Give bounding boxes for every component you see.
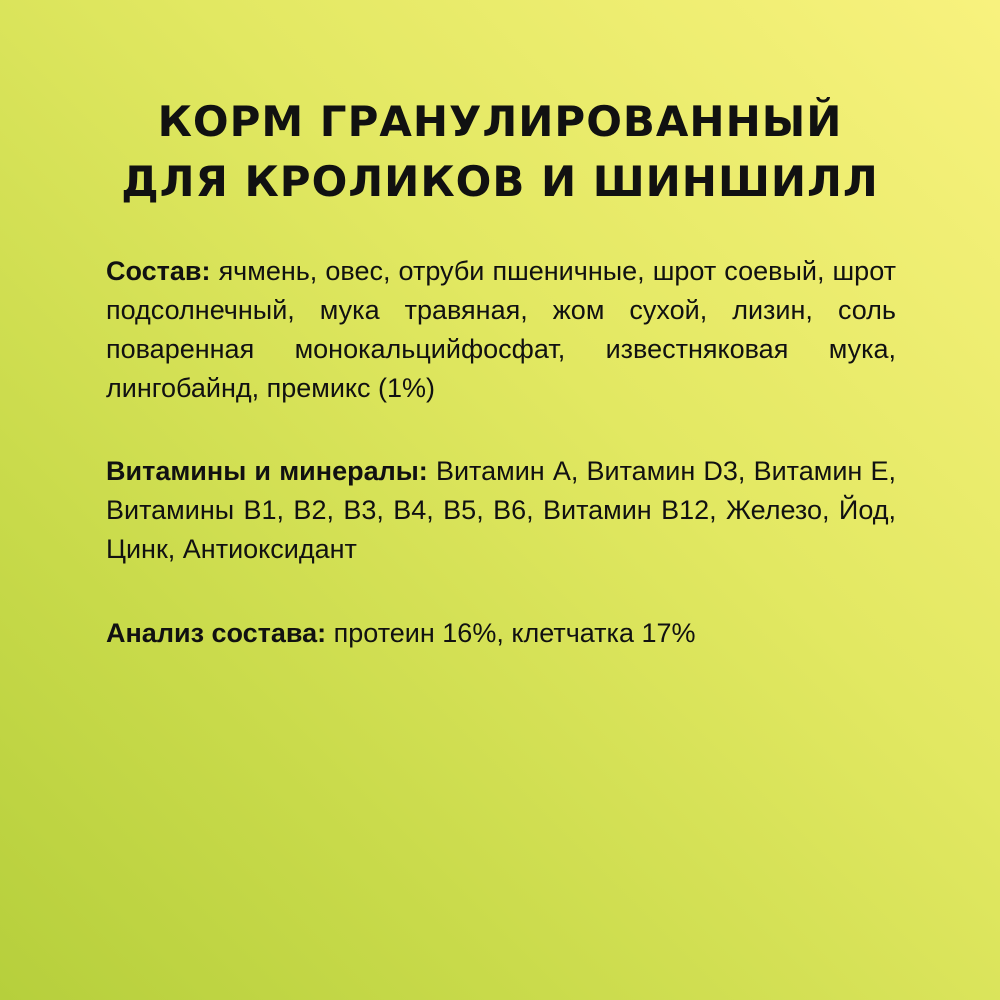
composition-text: ячмень, овес, отруби пшеничные, шрот соевый, шрот подсолнечный, мука травяная, жом сухой, лизин, соль поваренная монокальцийфосфат, известняковая мука, лингобайнд, премикс (1%) xyxy=(106,256,896,403)
title-line-1: КОРМ ГРАНУЛИРОВАННЫЙ xyxy=(157,97,843,146)
composition-section xyxy=(106,252,896,408)
vitamins-text: Витамин А, Витамин D3, Витамин Е, Витамины B1, B2, B3, B4, B5, B6, Витамин B12, Железо, Йод, Цинк, Антиоксидант xyxy=(106,456,896,564)
analysis-label: Анализ состава: xyxy=(106,618,334,648)
vitamins-section xyxy=(106,452,896,569)
vitamins-label: Витамины и минералы: xyxy=(106,456,436,486)
analysis-text: протеин 16%, клетчатка 17% xyxy=(333,618,696,648)
analysis-section xyxy=(106,614,896,653)
page-title xyxy=(60,92,940,212)
title-line-2: ДЛЯ КРОЛИКОВ И ШИНШИЛЛ xyxy=(121,157,879,206)
composition-label: Состав: xyxy=(106,256,219,286)
